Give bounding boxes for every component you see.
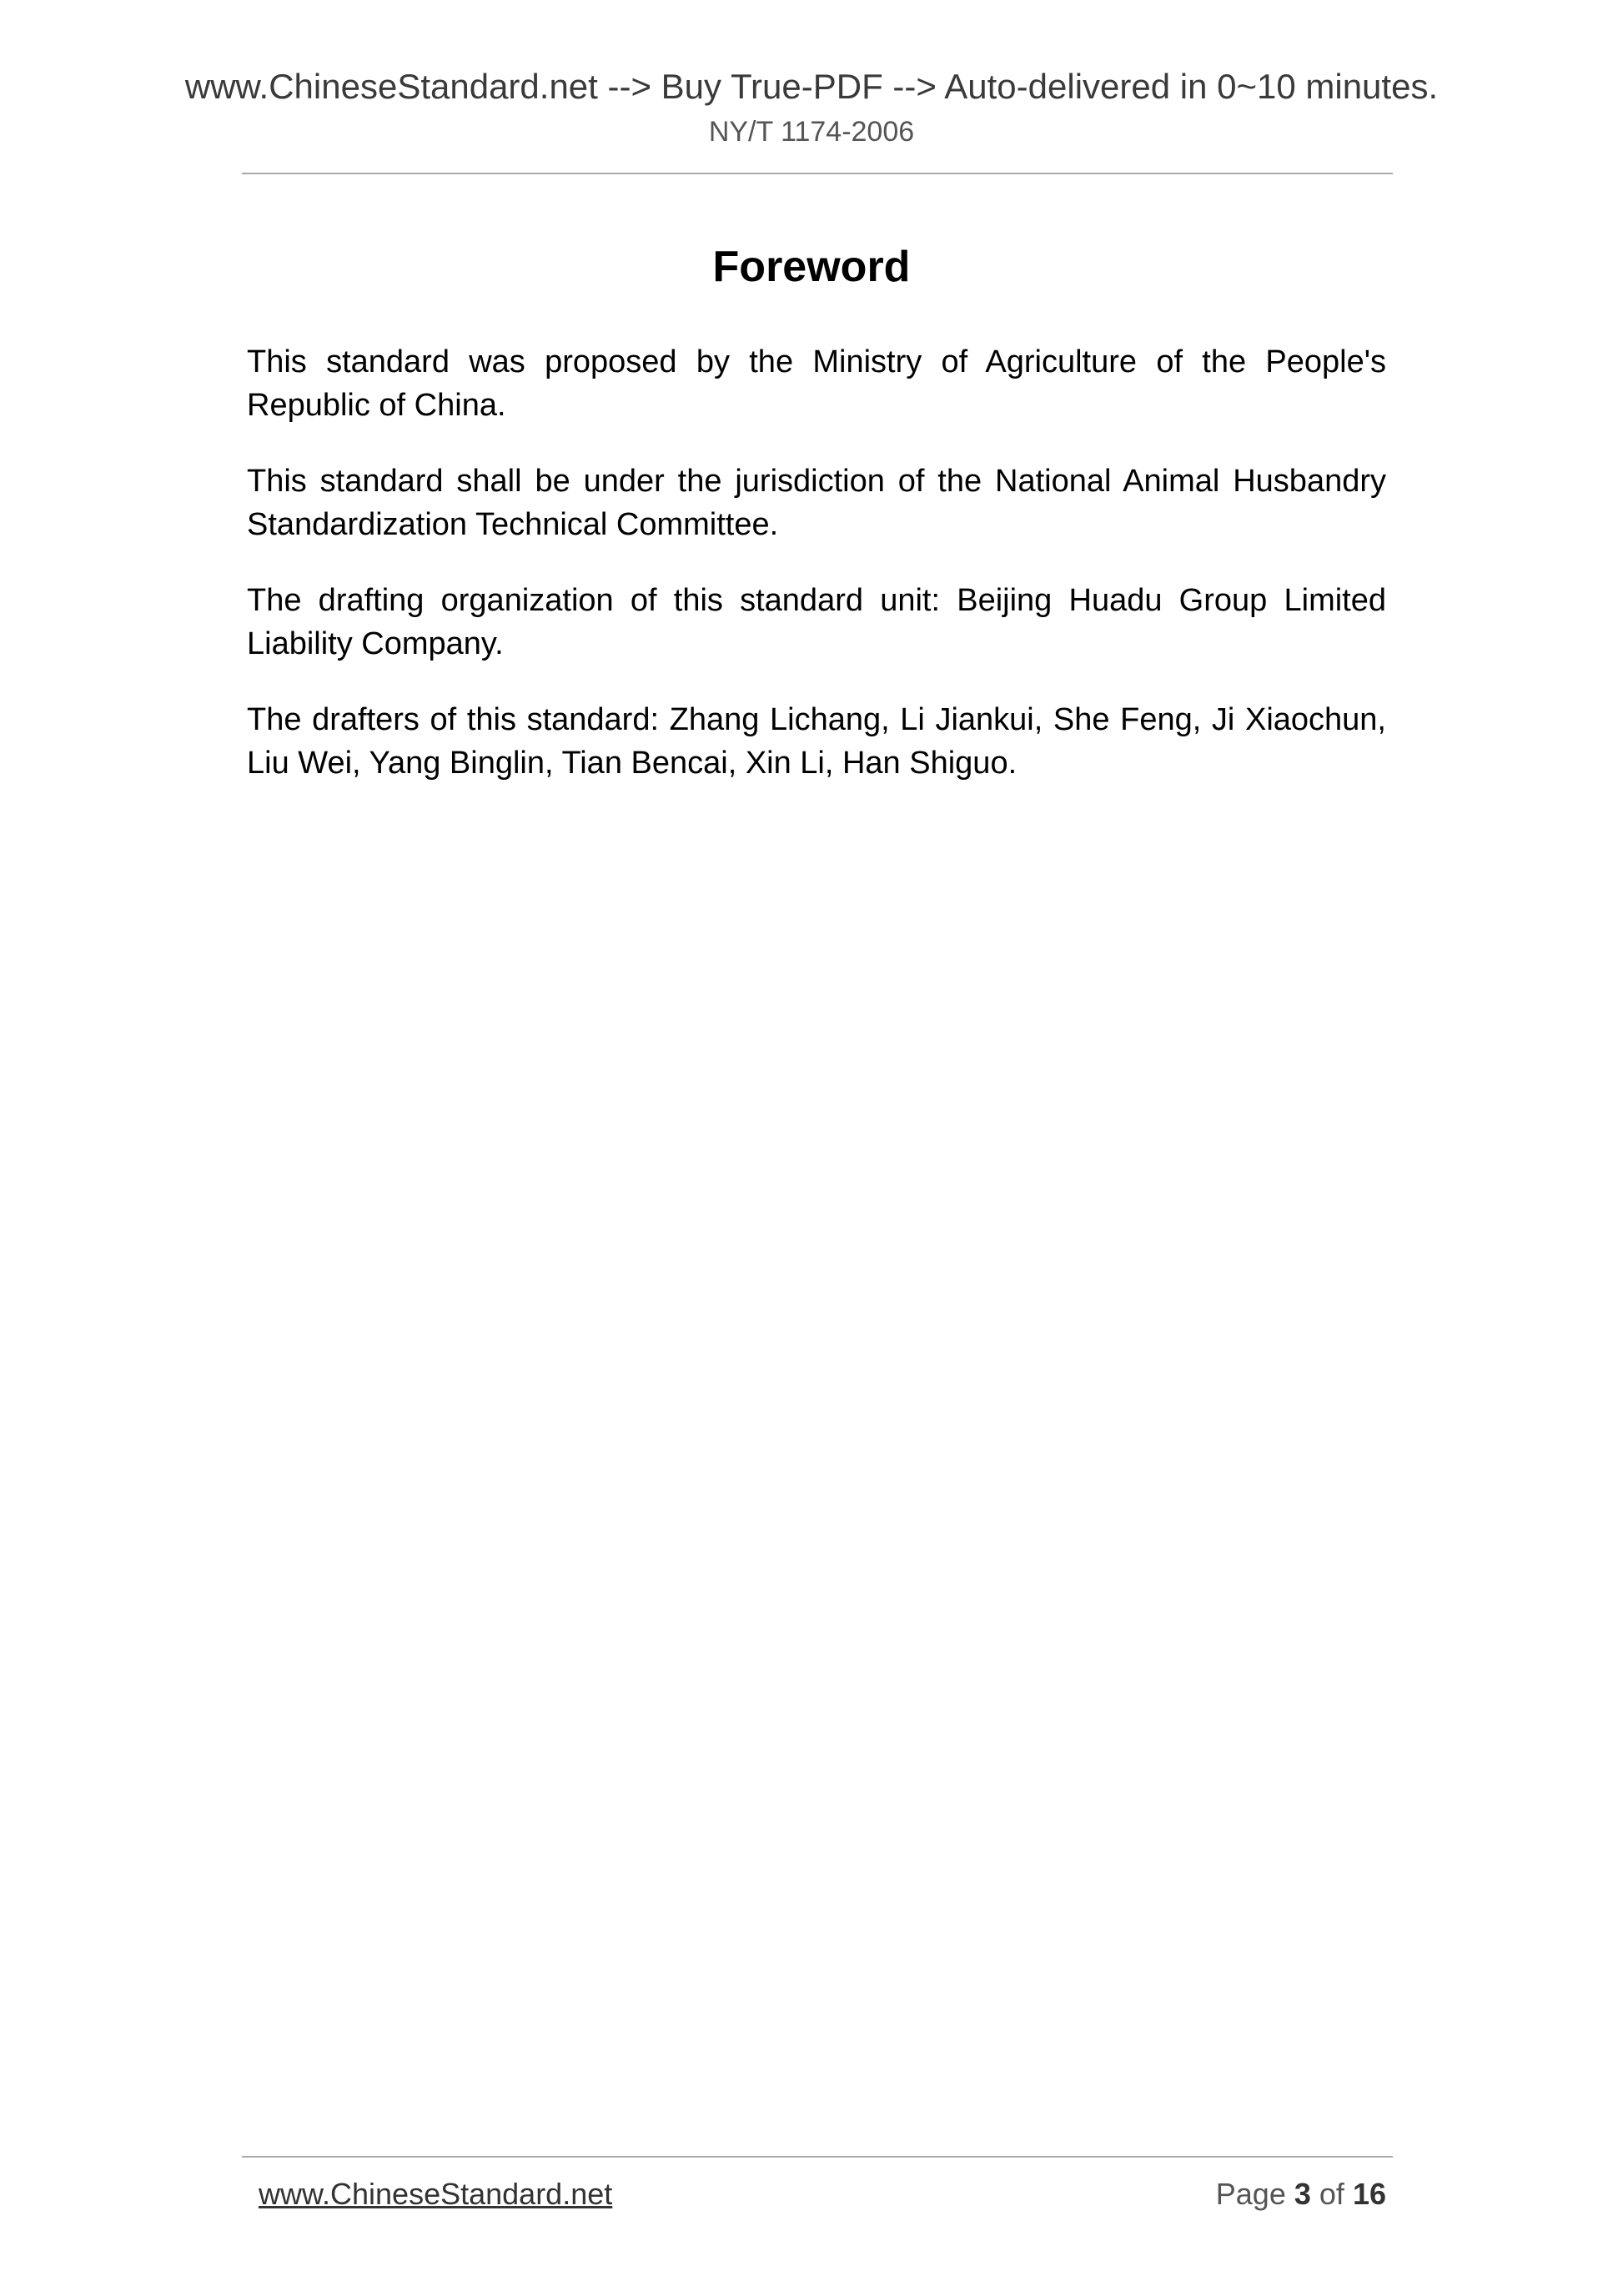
paragraph-drafters: The drafters of this standard: Zhang Lichang, Li Jiankui, She Feng, Ji Xiaochun, Liu Wei, Yang Binglin, Tian Bencai, Xin Li, Han Shiguo. — [247, 702, 1386, 781]
header-banner: www.ChineseStandard.net --> Buy True-PDF --> Auto-delivered in 0~10 minutes. — [184, 67, 1439, 106]
footer-website-link[interactable]: www.ChineseStandard.net — [259, 2177, 613, 2211]
page-total: 16 — [1352, 2177, 1386, 2211]
paragraph-proposed-by: This standard was proposed by the Ministry of Agriculture of the People's Republic of China. — [247, 344, 1386, 423]
page-prefix: Page — [1215, 2177, 1286, 2211]
standard-code: NY/T 1174-2006 — [708, 116, 915, 148]
document-body — [247, 340, 1386, 817]
header-divider — [242, 173, 1393, 174]
footer-divider — [242, 2156, 1393, 2158]
paragraph-drafting-organization: The drafting organization of this standard unit: Beijing Huadu Group Limited Liability Company. — [247, 583, 1386, 661]
page-title: Foreword — [712, 243, 911, 291]
page-current: 3 — [1294, 2177, 1311, 2211]
page-of: of — [1319, 2177, 1344, 2211]
paragraph-jurisdiction: This standard shall be under the jurisdiction of the National Animal Husbandry Standardization Technical Committee. — [247, 464, 1386, 542]
page-number — [1216, 2175, 1386, 2213]
